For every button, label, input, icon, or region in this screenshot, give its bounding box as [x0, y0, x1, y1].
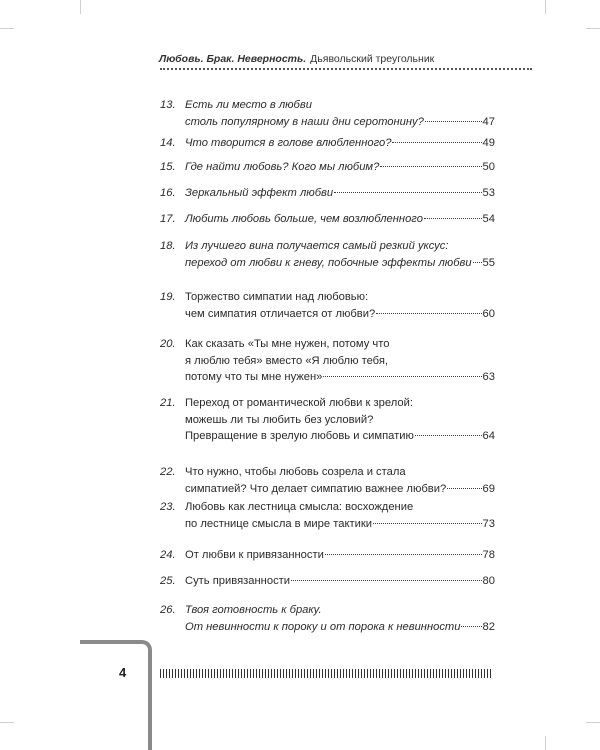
toc-entry-number: 21.	[160, 397, 176, 409]
crop-mark-right-lower	[586, 722, 600, 723]
toc-entry-line: Торжество симпатии над любовью:	[185, 291, 369, 303]
toc-entry-line: переход от любви к гневу, побочные эффекты любви	[185, 256, 472, 269]
toc-entry-title	[185, 547, 495, 564]
toc-page-number: 47	[482, 115, 495, 128]
toc-page-number: 49	[482, 137, 495, 149]
toc-entry-line: потому что ты мне нужен»	[185, 371, 323, 383]
toc-entry-title	[185, 238, 495, 271]
toc-entry-last-line	[185, 306, 495, 323]
toc-entry-line: Где найти любовь? Кого мы любим?	[185, 161, 380, 173]
toc-entry-line: я люблю тебя» вместо «Я люблю тебя,	[185, 354, 388, 367]
toc-entry-last-line	[185, 481, 495, 498]
toc-page-number: 78	[482, 549, 495, 561]
toc-entry-line: Переход от романтической любви к зрелой:	[185, 397, 413, 409]
toc-entry-number: 20.	[160, 338, 176, 350]
toc-entry-last-line	[185, 619, 495, 636]
toc-entry-title	[185, 97, 495, 130]
toc-dot-leader	[325, 554, 482, 555]
toc-entry-last-line	[185, 114, 495, 131]
toc-entry-line: От невинности к пороку и от порока к невинности	[185, 620, 461, 633]
toc-dot-leader	[473, 262, 482, 263]
toc-dot-leader	[376, 313, 481, 314]
toc-entry-title	[185, 573, 495, 590]
toc-entry-line: Как сказать «Ты мне нужен, потому что	[185, 338, 390, 350]
toc-entry-title	[185, 395, 495, 445]
toc-entry-line: по лестнице смысла в мире тактики	[185, 517, 372, 530]
crop-mark-left-lower	[0, 722, 14, 723]
toc-entry-number: 18.	[160, 240, 176, 252]
toc-page-number: 64	[482, 430, 495, 442]
toc-dot-leader	[392, 142, 481, 143]
crop-mark-top-right	[545, 0, 546, 14]
toc-dot-leader	[447, 488, 481, 489]
toc-entry-line: Зеркальный эффект любви	[185, 187, 334, 199]
crop-mark-top-left	[80, 0, 81, 14]
toc-entry-line: Твоя готовность к браку.	[185, 604, 322, 616]
running-head	[159, 53, 529, 65]
toc-entry-last-line	[185, 185, 495, 202]
crop-mark-bottom-right	[545, 736, 546, 750]
toc-page-number: 55	[482, 256, 495, 269]
toc-entry-number: 15.	[160, 161, 176, 173]
toc-entry-title	[185, 499, 495, 532]
header-dotted-rule	[160, 68, 532, 70]
toc-entry-line: столь популярному в наши дни серотонину?	[185, 115, 424, 128]
toc-entry-title	[185, 135, 495, 152]
toc-entry-line: Что нужно, чтобы любовь созрела и стала	[185, 466, 406, 478]
toc-entry-title	[185, 289, 495, 322]
toc-entry-title	[185, 211, 495, 228]
toc-entry-last-line	[185, 255, 495, 272]
toc-dot-leader	[291, 580, 482, 581]
toc-entry-line: Любовь как лестница смысла: восхождение	[185, 501, 414, 513]
toc-entry-number: 14.	[160, 137, 176, 149]
crop-mark-left-upper	[0, 28, 14, 29]
crop-mark-right-upper	[586, 28, 600, 29]
toc-page-number: 73	[482, 517, 495, 530]
toc-entry-number: 13.	[160, 99, 176, 111]
toc-entry-last-line	[185, 428, 495, 445]
toc-dot-leader	[373, 523, 482, 524]
toc-entry-line: От любви к привязанности	[185, 549, 324, 561]
toc-entry-last-line	[185, 211, 495, 228]
toc-entry-title	[185, 336, 495, 386]
toc-page-number: 53	[482, 187, 495, 199]
toc-entry-line: Суть привязанности	[185, 575, 291, 587]
toc-page-number: 60	[482, 307, 495, 320]
page-number: 4	[119, 665, 127, 680]
toc-entry-last-line	[185, 159, 495, 176]
toc-entry-title	[185, 464, 495, 497]
toc-entry-title	[185, 602, 495, 635]
toc-entry-last-line	[185, 135, 495, 152]
toc-entry-number: 26.	[160, 604, 176, 616]
toc-dot-leader	[415, 435, 482, 436]
toc-entry-number: 16.	[160, 187, 176, 199]
toc-page-number: 69	[482, 482, 495, 495]
toc-page-number: 50	[482, 161, 495, 173]
toc-page-number: 63	[482, 371, 495, 383]
toc-page-number: 80	[482, 575, 495, 587]
toc-entry-number: 19.	[160, 291, 176, 303]
toc-entry-number: 25.	[160, 575, 176, 587]
toc-entry-title	[185, 185, 495, 202]
toc-page-number: 82	[482, 620, 495, 633]
toc-entry-line: симпатией? Что делает симпатию важнее любви?	[185, 482, 447, 495]
toc-entry-last-line	[185, 516, 495, 533]
toc-page-number: 54	[482, 213, 495, 225]
toc-entry-line: Любить любовь больше, чем возлюбленного	[185, 213, 423, 225]
section-title: Дьявольский треугольник	[310, 53, 435, 65]
page-corner-frame	[80, 640, 152, 750]
toc-dot-leader	[380, 166, 481, 167]
toc-entry-line: Превращение в зрелую любовь и симпатию	[185, 430, 414, 442]
toc-entry-line: Из лучшего вина получается самый резкий уксус:	[185, 240, 449, 252]
toc-dot-leader	[461, 626, 481, 627]
toc-entry-last-line	[185, 369, 495, 386]
toc-entry-line: Что творится в голове влюбленного?	[185, 137, 392, 149]
footer-striped-bar	[160, 669, 493, 678]
toc-entry-number: 23.	[160, 501, 176, 513]
toc-entry-line: Есть ли место в любви	[185, 99, 312, 111]
toc-dot-leader	[323, 376, 481, 377]
toc-entry-last-line	[185, 573, 495, 590]
toc-entry-number: 22.	[160, 466, 176, 478]
toc-dot-leader	[334, 192, 481, 193]
toc-entry-title	[185, 159, 495, 176]
toc-entry-last-line	[185, 547, 495, 564]
toc-entry-line: чем симпатия отличается от любви?	[185, 307, 376, 320]
toc-dot-leader	[424, 218, 482, 219]
book-title: Любовь. Брак. Неверность.	[159, 53, 307, 65]
toc-dot-leader	[425, 121, 482, 122]
toc-entry-number: 17.	[160, 213, 176, 225]
toc-entry-line: можешь ли ты любить без условий?	[185, 413, 374, 426]
toc-entry-number: 24.	[160, 549, 176, 561]
